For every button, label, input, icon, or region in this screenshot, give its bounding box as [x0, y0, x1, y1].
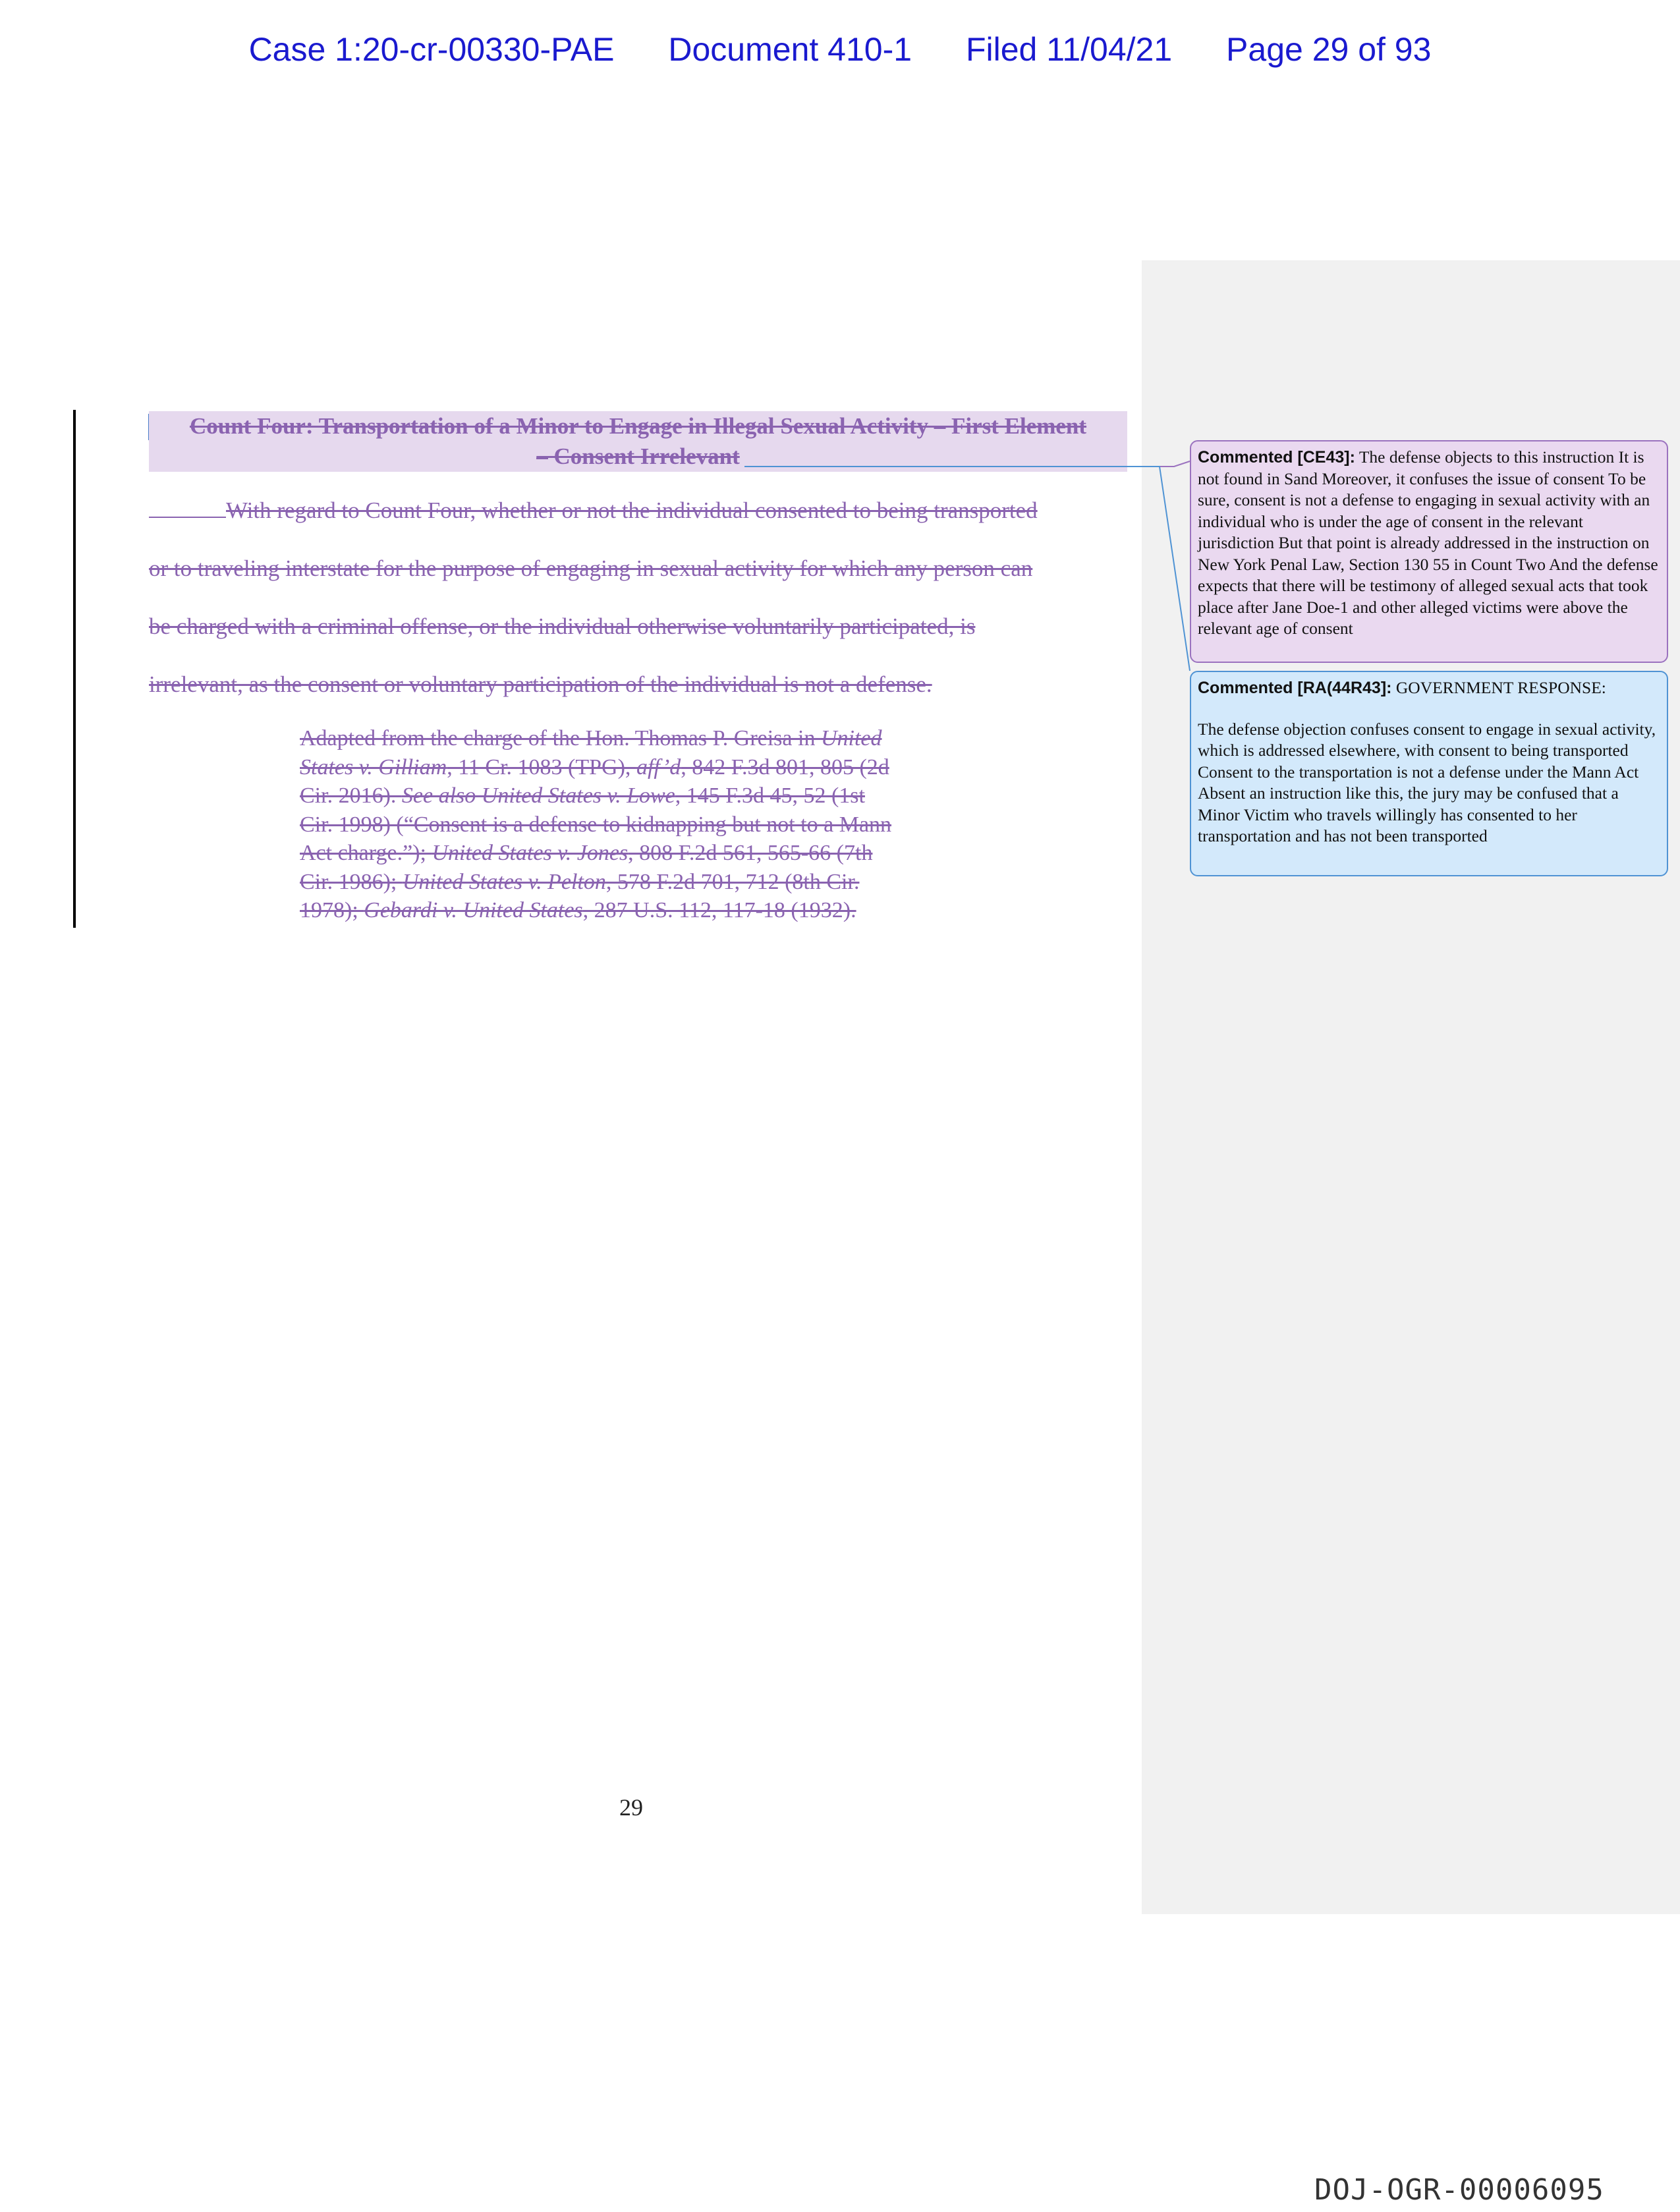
- heading-line-1: Count Four: Transportation of a Minor to Engage in Illegal Sexual Activity – First Element: [189, 413, 1087, 439]
- comment-connector-1: [744, 461, 1190, 467]
- document-number: Document 410-1: [668, 31, 912, 68]
- comment-ra44r43[interactable]: [1190, 671, 1668, 876]
- comment-connector-2: [744, 467, 1190, 671]
- citation-line: 1978); Gebardi v. United States, 287 U.S. 112, 117-18 (1932).: [300, 898, 856, 922]
- citation-line: Adapted from the charge of the Hon. Thomas P. Greisa in United: [300, 726, 882, 751]
- citation-line: Cir. 1998) (“Consent is a defense to kidnapping but not to a Mann: [300, 812, 892, 837]
- filed-date: Filed 11/04/21: [965, 31, 1173, 68]
- page-of-total: Page 29 of 93: [1226, 31, 1432, 68]
- citation-line: Cir. 1986); United States v. Pelton, 578 F.2d 701, 712 (8th Cir.: [300, 869, 860, 894]
- page-number: 29: [619, 1794, 643, 1821]
- case-number: Case 1:20-cr-00330-PAE: [248, 31, 615, 68]
- bates-number: DOJ-OGR-00006095: [1314, 2173, 1604, 2207]
- citation-line: States v. Gilliam, 11 Cr. 1083 (TPG), aff’d, 842 F.3d 801, 805 (2d: [300, 754, 889, 780]
- comment-title: GOVERNMENT RESPONSE:: [1395, 678, 1606, 697]
- comment-author: Commented [CE43]:: [1198, 448, 1355, 467]
- comment-text: The defense objection confuses consent to engage in sexual activity, which is addressed elsewhere, with consent to being transported Consent to the transportation is not a defense under the Mann Act Absent an instruction like this, the jury may be confused that a Minor Victim who travels willingly has consented to her transportation and has not been transported: [1198, 719, 1656, 845]
- comment-ce43[interactable]: [1190, 440, 1668, 663]
- body-line-4[interactable]: irrelevant, as the consent or voluntary participation of the individual is not a defense.: [149, 671, 932, 697]
- body-line-1[interactable]: With regard to Count Four, whether or not the individual consented to being transported: [149, 496, 1117, 526]
- comment-text: The defense objects to this instruction It is not found in Sand Moreover, it confuses the issue of consent To be sure, consent is not a defense to engaging in sexual activity with an individual who is under the age of consent in the relevant jurisdiction But that point is already addressed in the instruction on New York Penal Law, Section 130 55 in Count Two And the defense expects that there will be testimony of alleged sexual acts that took place after Jane Doe-1 and other alleged victims were above the relevant age of consent: [1198, 447, 1658, 638]
- body-line-3[interactable]: be charged with a criminal offense, or the individual otherwise voluntarily participated, is: [149, 613, 976, 639]
- citation-line: Act charge.”); United States v. Jones, 808 F.2d 561, 565-66 (7th: [300, 841, 873, 865]
- body-line-2[interactable]: or to traveling interstate for the purpose of engaging in sexual activity for which any person can: [149, 555, 1033, 581]
- heading-line-2: – Consent Irrelevant: [536, 443, 740, 469]
- citation-line: Cir. 2016). See also United States v. Lowe, 145 F.3d 45, 52 (1st: [300, 783, 865, 808]
- comment-author: Commented [RA(44R43]:: [1198, 679, 1392, 697]
